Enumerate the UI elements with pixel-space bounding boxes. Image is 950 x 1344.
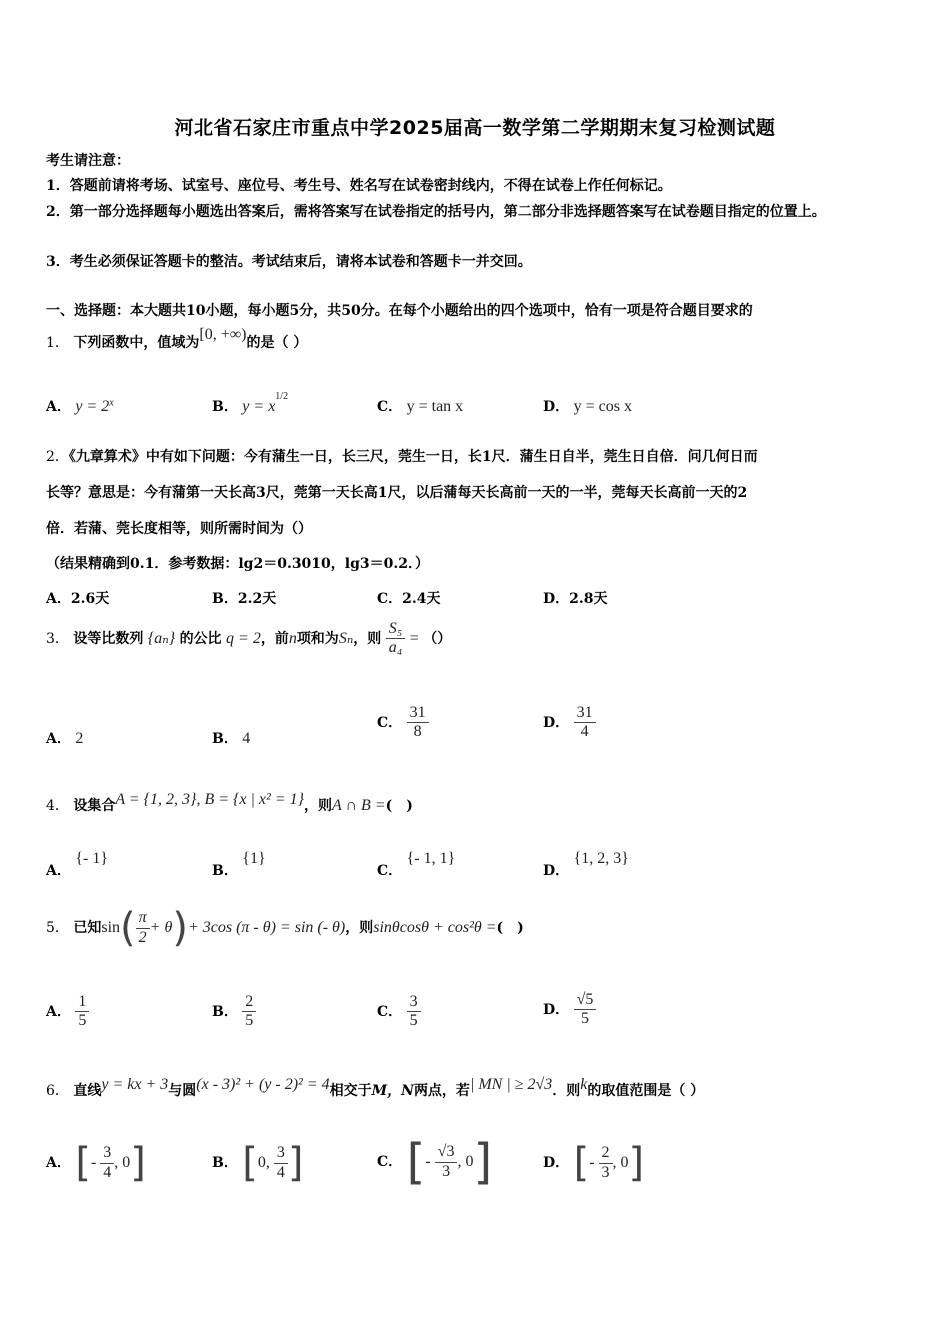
fraction-numerator: 2	[242, 993, 256, 1012]
right-bracket: ]	[628, 1140, 645, 1186]
option-fraction	[407, 993, 421, 1031]
question-text-end: ( )	[385, 798, 413, 814]
k-expr: k	[580, 1076, 588, 1093]
right-bracket: ]	[287, 1140, 304, 1186]
option-value: 2	[75, 730, 84, 747]
option-d[interactable]	[543, 396, 632, 416]
option-label: A．	[46, 731, 71, 747]
fraction-denominator: 4	[103, 1163, 112, 1181]
notice-item-3: 3．考生必须保证答题卡的整洁。考试结束后，请将本试卷和答题卡一并交回。	[46, 254, 532, 270]
right-paren: )	[172, 905, 188, 951]
option-b[interactable]	[212, 588, 276, 608]
option-a[interactable]	[46, 728, 83, 748]
question-text-end: 的是（ ）	[246, 335, 308, 351]
option-label: A．	[46, 1003, 71, 1020]
section-heading: 一、选择题：本大题共10小题，每小题5分，共50分。在每个小题给出的四个选项中，恰有一项是符合题目要求的	[46, 303, 753, 319]
question-text: ．则	[552, 1083, 581, 1099]
question-text: 下列函数中，值域为	[73, 335, 200, 351]
option-expr: y = tan x	[406, 398, 464, 415]
fraction-denominator: 8	[413, 723, 422, 741]
question-5	[46, 905, 524, 951]
option-a[interactable]	[46, 396, 114, 416]
fraction-denominator: 5	[580, 1010, 589, 1028]
equals-sign: =	[409, 629, 419, 647]
option-fraction	[100, 1144, 114, 1182]
fraction-denominator: 5	[409, 1012, 418, 1030]
option-c[interactable]	[377, 588, 441, 608]
option-expr: y = x	[242, 398, 276, 415]
fraction-denominator: 4	[580, 723, 589, 741]
option-value: {1}	[242, 850, 266, 867]
option-label: B．	[212, 591, 238, 607]
option-b[interactable]	[212, 993, 256, 1031]
question-2	[46, 446, 758, 466]
question-text: 设等比数列	[73, 630, 144, 647]
option-fraction	[274, 1144, 288, 1182]
fraction-denominator: 2	[138, 928, 147, 946]
option-label: B．	[212, 1003, 238, 1020]
question-text: 的公比	[179, 630, 222, 647]
fraction-denominator: 3	[442, 1162, 451, 1180]
option-fraction	[599, 1144, 613, 1182]
option-label: C．	[377, 1003, 403, 1020]
option-value: {- 1, 1}	[406, 850, 456, 867]
question-6	[46, 1076, 705, 1100]
question-text-end: ( )	[496, 920, 524, 936]
question-text: ，前	[260, 630, 289, 647]
fraction-denominator: 3	[601, 1163, 610, 1181]
option-c[interactable]	[377, 704, 429, 742]
question-text: 与圆	[168, 1083, 197, 1099]
interval-pre: -	[589, 1154, 599, 1171]
option-label: C．	[377, 1154, 403, 1170]
option-c[interactable]	[377, 1134, 492, 1190]
fraction-numerator: 31	[574, 704, 596, 723]
left-bracket: [	[242, 1140, 258, 1186]
notice-item-1: 1．答题前请将考场、试室号、座位号、考生号、姓名写在试卷密封线内，不得在试卷上作任何标记。	[46, 178, 672, 194]
set-expr: A = {1, 2, 3}, B = {x | x² = 1}	[115, 791, 305, 808]
question-number: 5．	[46, 920, 69, 936]
option-b[interactable]	[212, 391, 289, 416]
interval-pre: 0,	[257, 1154, 274, 1171]
right-bracket: ]	[130, 1140, 146, 1186]
question-text-line1: 《九章算术》中有如下问题：今有蒲生一日，长三尺，莞生一日，长1尺．蒲生日自半，莞生日自倍．问几何日而	[68, 449, 758, 465]
fraction-denominator: a₄	[388, 639, 403, 657]
option-c[interactable]	[377, 848, 456, 879]
question-number: 3．	[46, 630, 69, 647]
question-text: ，则	[353, 630, 382, 647]
option-label: A．	[46, 591, 71, 607]
question-text: 设集合	[73, 798, 116, 814]
question-text-end: （）	[423, 630, 452, 647]
question-text: ，则	[304, 798, 333, 814]
question-text: 直线	[73, 1083, 102, 1099]
fraction-denominator: 5	[245, 1012, 254, 1030]
option-label: C．	[377, 591, 403, 607]
question-text-end: 的取值范围是（ ）	[587, 1083, 705, 1099]
fraction-numerator: 3	[407, 993, 421, 1012]
given-rest: + 3cos (π - θ) = sin (- θ)	[187, 919, 346, 936]
question-4	[46, 791, 413, 815]
option-fraction	[574, 704, 596, 742]
fraction-numerator: √5	[574, 991, 597, 1010]
fraction-numerator: √3	[435, 1143, 458, 1162]
option-d[interactable]	[543, 991, 596, 1029]
option-label: B．	[212, 863, 238, 879]
interval-post: , 0	[114, 1154, 131, 1171]
question-text: ，则	[345, 920, 374, 936]
option-exponent: 1/2	[275, 391, 289, 403]
given-mid: + θ	[149, 919, 173, 936]
option-label: B．	[212, 1155, 238, 1171]
option-value: 4	[242, 730, 251, 747]
fraction-numerator: S₅	[386, 620, 406, 639]
option-label: D．	[543, 1155, 570, 1171]
ask-expr: sinθcosθ + cos²θ =	[373, 919, 497, 936]
fraction-numerator: π	[136, 909, 150, 928]
fraction-denominator: 4	[276, 1163, 285, 1181]
option-c[interactable]	[377, 396, 463, 416]
option-text: 2.2天	[237, 591, 277, 607]
question-text: 相交于	[329, 1083, 372, 1099]
option-b[interactable]	[212, 848, 266, 879]
option-value: {- 1}	[75, 850, 109, 867]
option-d[interactable]	[543, 704, 596, 742]
question-text-line3: 倍．若蒲、莞长度相等，则所需时间为（）	[46, 521, 312, 537]
option-a[interactable]	[46, 588, 109, 608]
option-fraction	[75, 993, 89, 1031]
option-label: A．	[46, 863, 71, 879]
fraction-numerator: 3	[100, 1144, 114, 1163]
option-label: D．	[543, 714, 570, 731]
fraction-numerator: 1	[75, 993, 89, 1012]
question-number: 2．	[46, 449, 69, 465]
option-value: {1, 2, 3}	[573, 850, 629, 867]
interval-post: , 0	[457, 1153, 474, 1170]
option-exponent: x	[109, 397, 114, 409]
option-label: A．	[46, 399, 71, 415]
option-c[interactable]	[377, 993, 421, 1031]
option-label: C．	[377, 399, 403, 415]
range-expr: [0, +∞)	[199, 326, 247, 343]
left-bracket: [	[406, 1134, 426, 1190]
points-expr: M，N	[371, 1083, 414, 1099]
fraction-numerator: 31	[407, 704, 429, 723]
option-label: D．	[543, 399, 570, 415]
n-expr: n	[288, 629, 297, 647]
option-text: 2.4天	[402, 591, 441, 607]
option-label: C．	[377, 714, 403, 731]
option-a[interactable]	[46, 993, 89, 1031]
notice-item-2: 2．第一部分选择题每小题选出答案后，需将答案写在试卷指定的括号内，第二部分非选择题答案写在试卷题目指定的位置上。	[46, 204, 826, 220]
option-label: D．	[543, 591, 570, 607]
option-expr: y = cos x	[573, 398, 632, 415]
option-fraction	[242, 993, 256, 1031]
option-d[interactable]	[543, 848, 629, 879]
fraction-numerator: 3	[274, 1144, 288, 1163]
option-expr: y = 2	[75, 398, 110, 415]
option-fraction	[574, 991, 597, 1029]
question-text: 已知	[73, 920, 102, 936]
option-fraction	[407, 704, 429, 742]
option-label: D．	[543, 1001, 570, 1018]
option-a[interactable]	[46, 848, 109, 879]
question-number: 6．	[46, 1083, 69, 1099]
given-fraction	[136, 909, 150, 947]
left-bracket: [	[573, 1140, 590, 1186]
question-text: 项和为	[296, 630, 339, 647]
question-number: 4．	[46, 798, 69, 814]
sum-expr: Sₙ	[338, 629, 354, 647]
question-text: 两点，若	[413, 1083, 470, 1099]
sequence-expr: {aₙ}	[147, 629, 176, 647]
option-text: 2.8天	[569, 591, 608, 607]
interval-pre: -	[90, 1154, 101, 1171]
option-label: D．	[543, 863, 570, 879]
left-paren: (	[120, 905, 136, 951]
left-bracket: [	[75, 1140, 91, 1186]
condition-expr: | MN | ≥ 2√3	[469, 1076, 553, 1093]
interval-post: , 0	[612, 1154, 629, 1171]
question-text-line2: 长等？意思是：今有蒲第一天长高3尺，莞第一天长高1尺，以后蒲每天长高前一天的一半，莞每天长高前一天的2	[46, 485, 748, 501]
question-number: 1．	[46, 335, 69, 351]
option-b[interactable]	[212, 728, 250, 748]
option-text: 2.6天	[70, 591, 110, 607]
ratio-fraction	[386, 620, 406, 658]
intersection-expr: A ∩ B =	[332, 797, 386, 814]
interval-pre: -	[425, 1153, 435, 1170]
notice-heading: 考生请注意：	[46, 153, 130, 169]
question-note: （结果精确到0.1．参考数据：lg2＝0.3010，lg3＝0.2．）	[46, 556, 429, 572]
option-label: C．	[377, 863, 403, 879]
option-d[interactable]	[543, 588, 608, 608]
option-d[interactable]	[543, 1140, 644, 1186]
given-sin: sin	[101, 919, 121, 936]
page-title: 河北省石家庄市重点中学2025届高一数学第二学期期末复习检测试题	[174, 117, 776, 139]
fraction-numerator: 2	[599, 1144, 613, 1163]
line-expr: y = kx + 3	[101, 1076, 169, 1093]
option-fraction	[435, 1143, 458, 1181]
option-label: A．	[46, 1155, 71, 1171]
right-bracket: ]	[473, 1134, 493, 1190]
option-label: B．	[212, 731, 238, 747]
question-3	[46, 620, 451, 658]
ratio-expr: q = 2	[226, 629, 261, 647]
option-b[interactable]	[212, 1140, 304, 1186]
fraction-denominator: 5	[78, 1012, 87, 1030]
option-a[interactable]	[46, 1140, 146, 1186]
option-label: B．	[212, 399, 238, 415]
circle-expr: (x - 3)² + (y - 2)² = 4	[196, 1076, 330, 1093]
question-1	[46, 326, 308, 352]
